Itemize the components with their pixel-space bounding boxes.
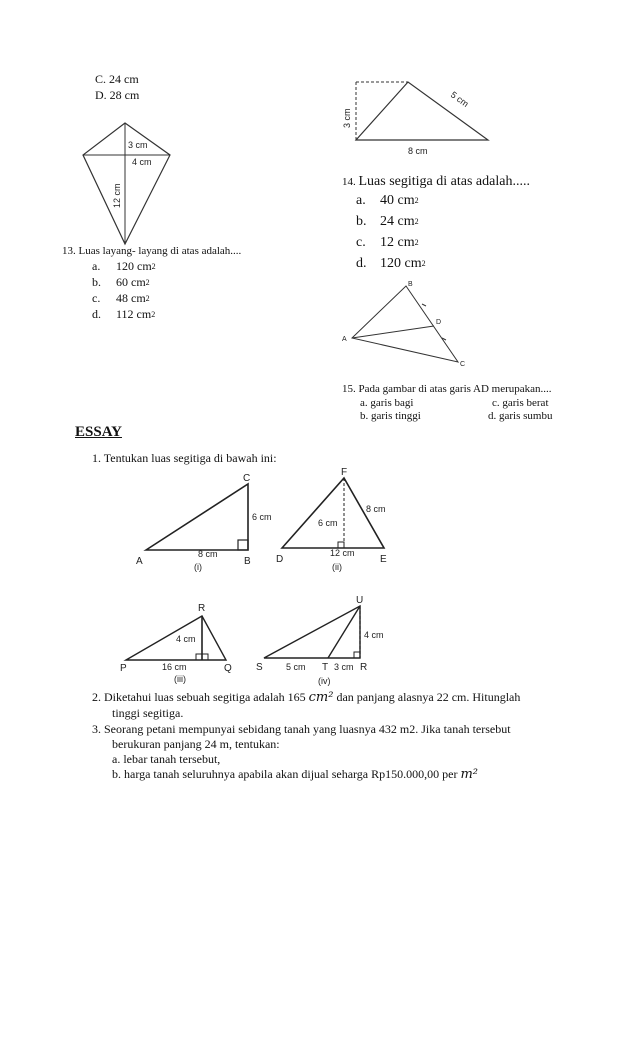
option-c: C. 24 cm <box>95 72 139 86</box>
fig-iii-R: R <box>198 603 206 614</box>
kite-label-4cm: 4 cm <box>132 157 152 167</box>
q13-question: 13. Luas layang- layang di atas adalah.... <box>62 245 242 257</box>
right-triangle-figure <box>338 78 508 158</box>
label-B: B <box>408 281 413 288</box>
q13-options <box>92 259 156 323</box>
essay-q2-line1: 2. Diketahui luas sebuah segitiga adalah 165 cm² dan panjang alasnya 22 cm. Hitunglah <box>92 690 521 705</box>
fig-ii-D: D <box>276 554 284 565</box>
kite-label-3cm: 3 cm <box>128 140 148 150</box>
fig-iii-P: P <box>120 663 127 674</box>
q15-option-a: a. garis bagi <box>360 397 414 409</box>
fig-ii-12cm: 12 cm <box>330 548 355 558</box>
q14-question: 14. Luas segitiga di atas adalah..... <box>342 174 530 189</box>
figure-ii <box>272 466 402 581</box>
figure-iii <box>118 598 248 688</box>
q14-option-b: b. 24 cm 2 <box>356 214 419 229</box>
q13-text: Luas layang- layang di atas adalah.... <box>78 245 242 257</box>
kite-label-12cm: 12 cm <box>112 183 122 208</box>
fig-iii-caption: (iii) <box>174 674 186 684</box>
q14-option-a: a. 40 cm 2 <box>356 193 419 208</box>
fig-iii-16cm: 16 cm <box>162 662 187 672</box>
label-A: A <box>342 336 347 343</box>
fig-iv-caption: (iv) <box>318 676 331 686</box>
tri14-label-8cm: 8 cm <box>408 146 428 156</box>
q15-question: 15. Pada gambar di atas garis AD merupakan.... <box>342 383 552 395</box>
fig-i-8cm: 8 cm <box>198 549 218 559</box>
essay-q3-line3: a. lebar tanah tersebut, <box>112 752 221 766</box>
q15-option-b: b. garis tinggi <box>360 410 421 422</box>
q15-option-c: c. garis berat <box>492 397 549 409</box>
q14-options <box>356 192 426 276</box>
q13-option-b: b. 60 cm 2 <box>92 275 150 289</box>
fig-iii-4cm: 4 cm <box>176 634 196 644</box>
q3-unit: m² <box>460 767 478 782</box>
fig-iii-Q: Q <box>224 663 232 674</box>
fig-iv-3cm: 3 cm <box>334 662 354 672</box>
essay-q3-line1: 3. Seorang petani mempunyai sebidang tanah yang luasnya 432 m2. Jika tanah tersebut <box>92 722 511 736</box>
fig-i-B: B <box>244 556 251 567</box>
essay-q2-line2: tinggi segitiga. <box>112 706 184 720</box>
fig-iv-T: T <box>322 662 329 673</box>
fig-i-caption: (i) <box>194 562 202 572</box>
fig-iv-5cm: 5 cm <box>286 662 306 672</box>
label-D: D <box>436 319 442 326</box>
fig-ii-F: F <box>341 467 348 478</box>
q14-number: 14 <box>342 176 353 188</box>
q2-unit: cm² <box>308 690 334 705</box>
triangle-abc-figure <box>338 278 478 368</box>
tri14-label-3cm: 3 cm <box>342 108 352 128</box>
fig-ii-8cm: 8 cm <box>366 504 386 514</box>
fig-i-C: C <box>243 473 251 484</box>
fig-iv-U: U <box>356 595 364 606</box>
fig-i-A: A <box>136 556 143 567</box>
fig-i-6cm: 6 cm <box>252 512 272 522</box>
q14-option-d: d. 120 cm 2 <box>356 256 426 271</box>
tri14-label-5cm: 5 cm <box>448 89 471 110</box>
kite-figure <box>80 120 180 250</box>
figure-iv <box>252 594 402 689</box>
q13-option-d: d. 112 cm 2 <box>92 307 156 321</box>
option-d: D. 28 cm <box>95 88 140 102</box>
label-C: C <box>460 361 466 368</box>
q13-option-c: c. 48 cm 2 <box>92 291 150 305</box>
q14-option-c: c. 12 cm 2 <box>356 235 419 250</box>
essay-q3-line4: b. harga tanah seluruhnya apabila akan dijual seharga Rp150.000,00 per m² <box>112 767 478 782</box>
essay-q3-line2: berukuran panjang 24 m, tentukan: <box>112 737 280 751</box>
essay-title: ESSAY <box>75 424 122 440</box>
fig-iv-S: S <box>256 662 263 673</box>
fig-ii-6cm: 6 cm <box>318 518 338 528</box>
fig-iv-R: R <box>360 662 368 673</box>
q15-option-d: d. garis sumbu <box>488 410 553 422</box>
figure-i <box>134 472 274 582</box>
q13-option-a: a. 120 cm 2 <box>92 259 156 273</box>
essay-q1: 1. Tentukan luas segitiga di bawah ini: <box>92 451 277 465</box>
fig-ii-E: E <box>380 554 387 565</box>
fig-iv-4cm: 4 cm <box>364 630 384 640</box>
q13-number: 13 <box>62 245 73 257</box>
fig-ii-caption: (ii) <box>332 562 342 572</box>
q14-text: Luas segitiga di atas adalah..... <box>358 174 530 189</box>
